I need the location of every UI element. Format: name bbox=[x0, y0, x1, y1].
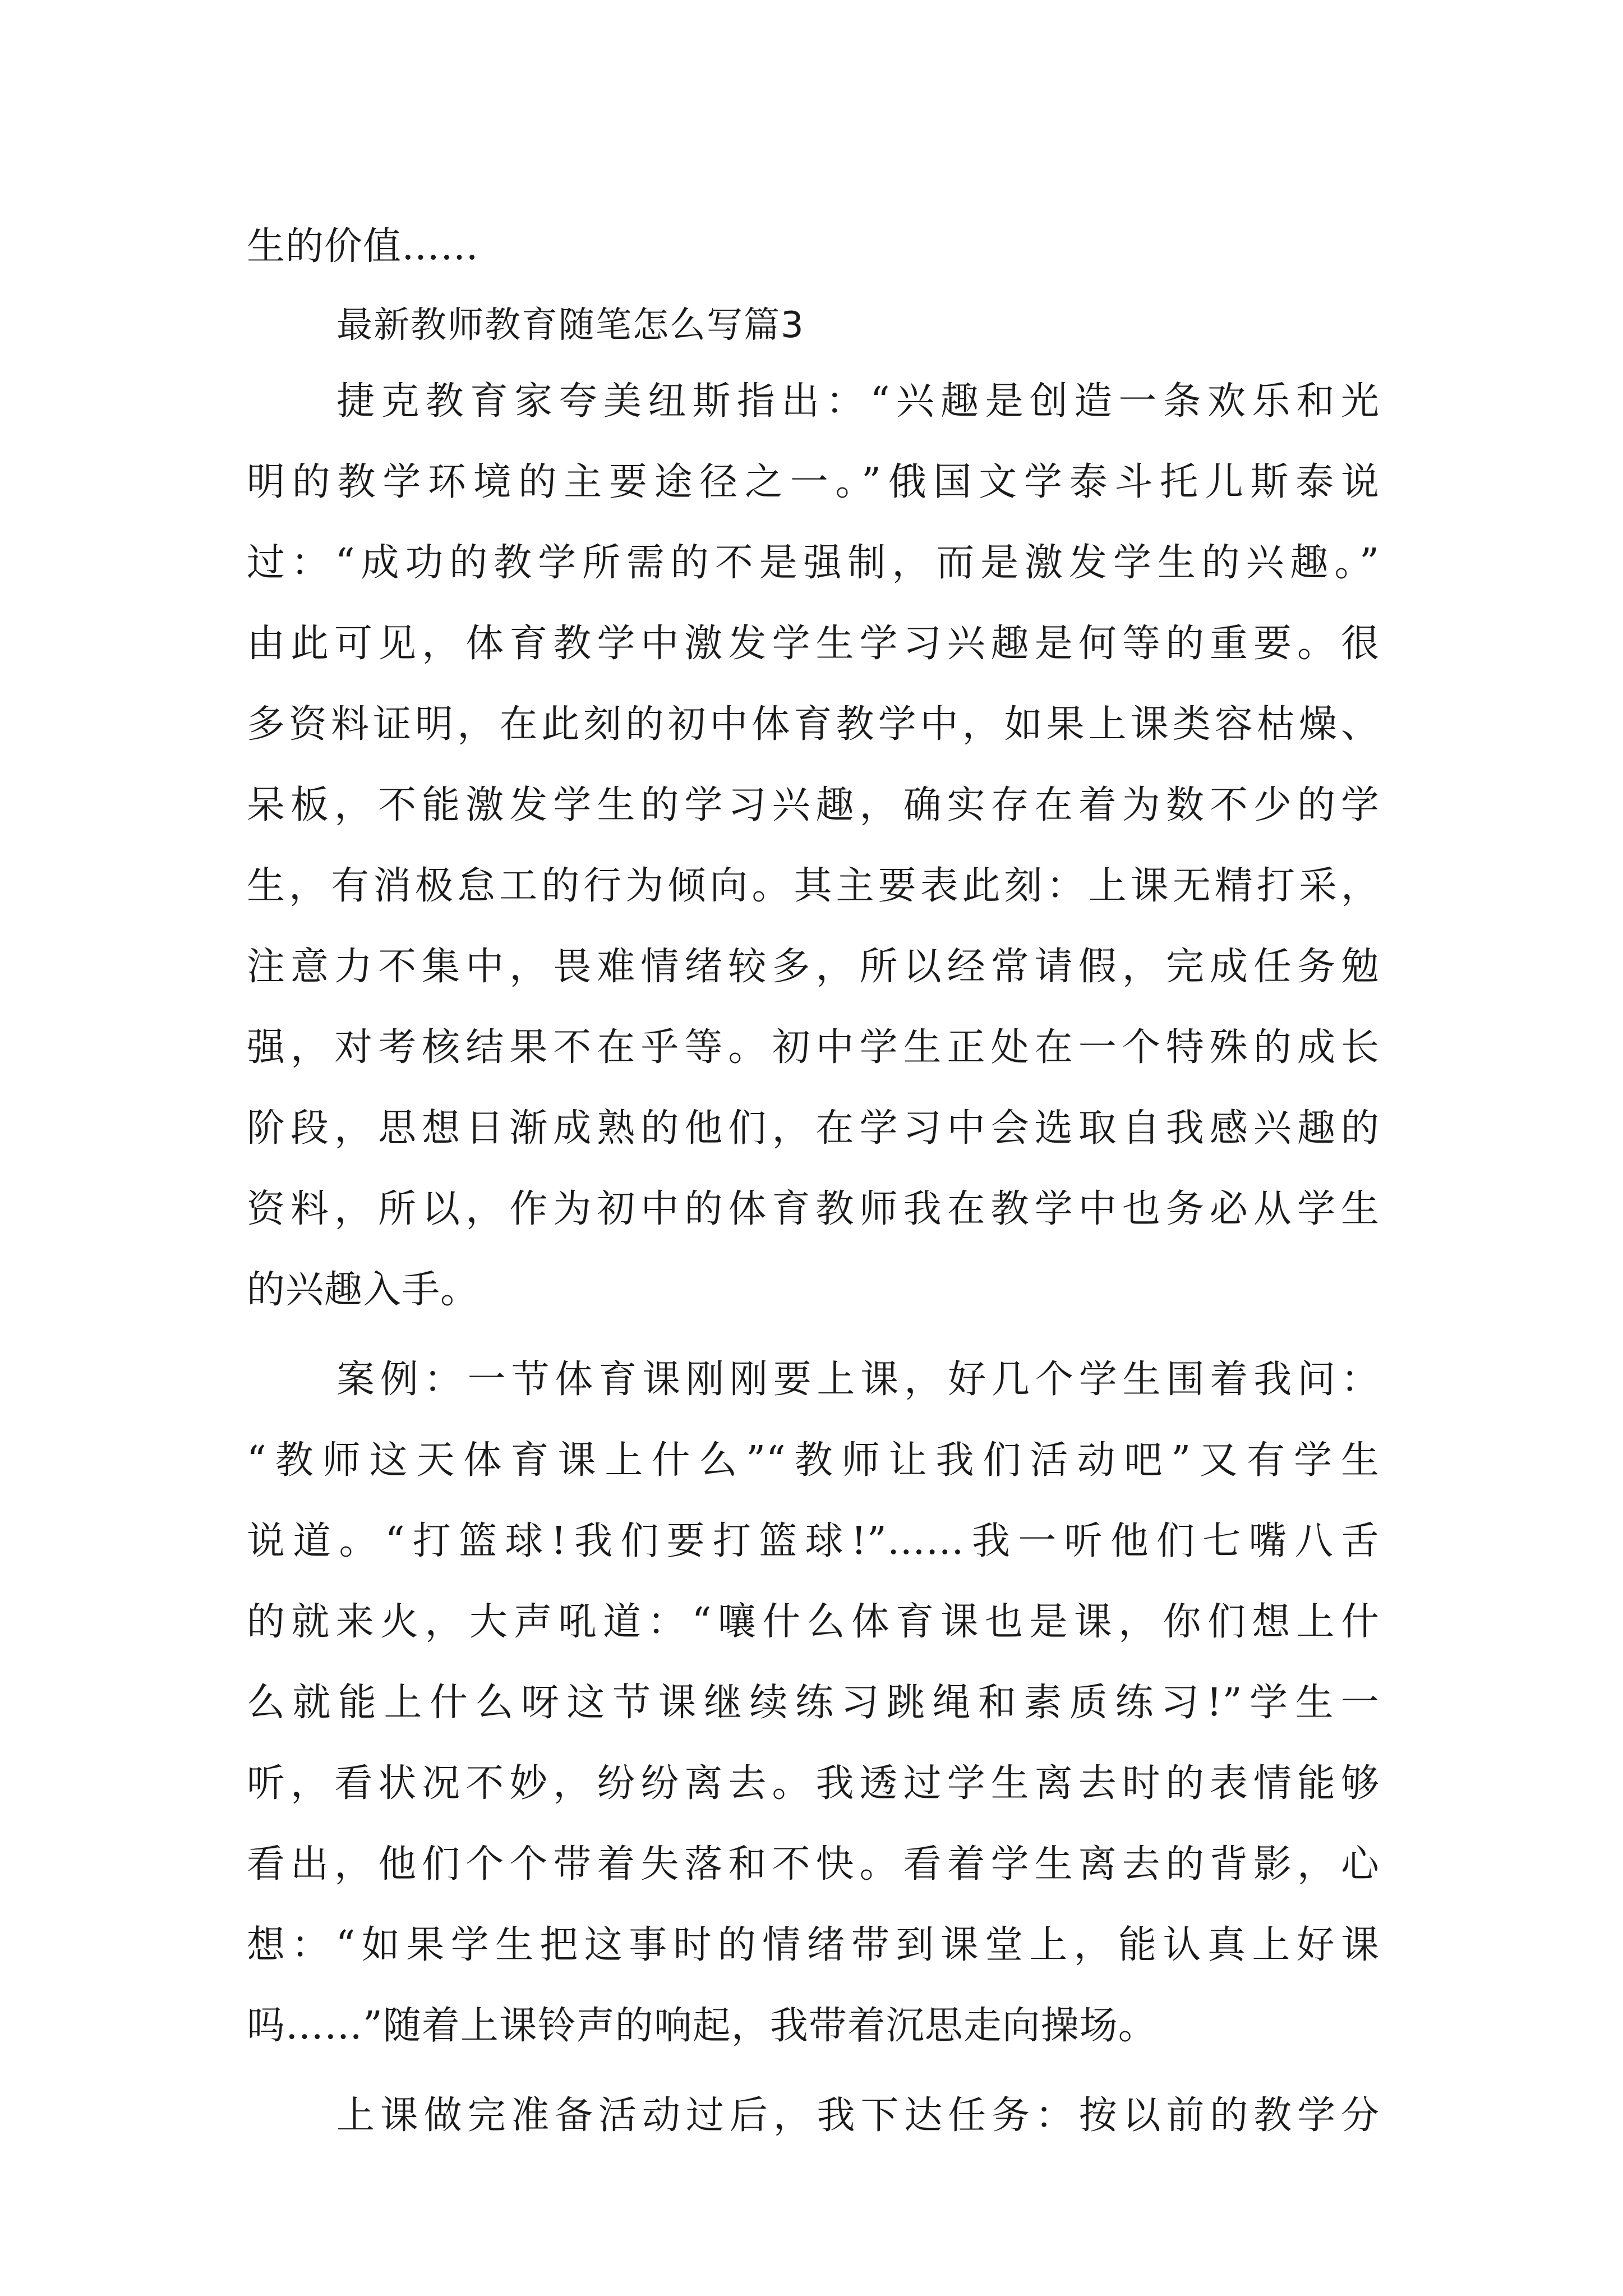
paragraph-line: 过：“成功的教学所需的不是强制，而是激发学生的兴趣。” bbox=[247, 541, 1380, 585]
paragraph-line: 阶段，思想日渐成熟的他们，在学习中会选取自我感兴趣的 bbox=[247, 1106, 1380, 1151]
paragraph-line: 生，有消极怠工的行为倾向。其主要表此刻：上课无精打采， bbox=[247, 864, 1380, 908]
section-heading: 最新教师教育随笔怎么写篇3 bbox=[336, 305, 805, 346]
paragraph-line: 注意力不集中，畏难情绪较多，所以经常请假，完成任务勉 bbox=[247, 945, 1380, 989]
paragraph-line: 上课做完准备活动过后，我下达任务：按以前的教学分 bbox=[336, 2093, 1380, 2138]
paragraph-line: 案例：一节体育课刚刚要上课，好几个学生围着我问： bbox=[336, 1358, 1380, 1402]
paragraph-line: 看出，他们个个带着失落和不快。看着学生离去的背影，心 bbox=[247, 1842, 1380, 1887]
paragraph-line-last: 吗……”随着上课铃声的响起，我带着沉思走向操场。 bbox=[247, 2004, 1157, 2048]
paragraph-line: 由此可见，体育教学中激发学生学习兴趣是何等的重要。很 bbox=[247, 622, 1380, 666]
paragraph-line: 听，看状况不妙，纷纷离去。我透过学生离去时的表情能够 bbox=[247, 1761, 1380, 1806]
paragraph-line: 捷克教育家夸美纽斯指出：“兴趣是创造一条欢乐和光 bbox=[336, 379, 1380, 424]
paragraph-line: 强，对考核结果不在乎等。初中学生正处在一个特殊的成长 bbox=[247, 1025, 1380, 1070]
lead-line: 生的价值…… bbox=[247, 224, 479, 269]
paragraph-line: “教师这天体育课上什么”“教师让我们活动吧”又有学生 bbox=[247, 1438, 1380, 1483]
paragraph-line: 呆板，不能激发学生的学习兴趣，确实存在着为数不少的学 bbox=[247, 783, 1380, 827]
paragraph-line: 明的教学环境的主要途径之一。”俄国文学泰斗托儿斯泰说 bbox=[247, 460, 1380, 504]
paragraph-line: 资料，所以，作为初中的体育教师我在教学中也务必从学生 bbox=[247, 1187, 1380, 1231]
paragraph-line: 么就能上什么呀这节课继续练习跳绳和素质练习!”学生一 bbox=[247, 1681, 1380, 1725]
paragraph-line: 说道。“打篮球!我们要打篮球!”……我一听他们七嘴八舌 bbox=[247, 1519, 1380, 1563]
paragraph-line: 想：“如果学生把这事时的情绪带到课堂上，能认真上好课 bbox=[247, 1923, 1380, 1967]
paragraph-line-last: 的兴趣入手。 bbox=[247, 1268, 479, 1312]
paragraph-line: 的就来火，大声吼道：“嚷什么体育课也是课，你们想上什 bbox=[247, 1600, 1380, 1644]
paragraph-line: 多资料证明，在此刻的初中体育教学中，如果上课类容枯燥、 bbox=[247, 702, 1380, 747]
